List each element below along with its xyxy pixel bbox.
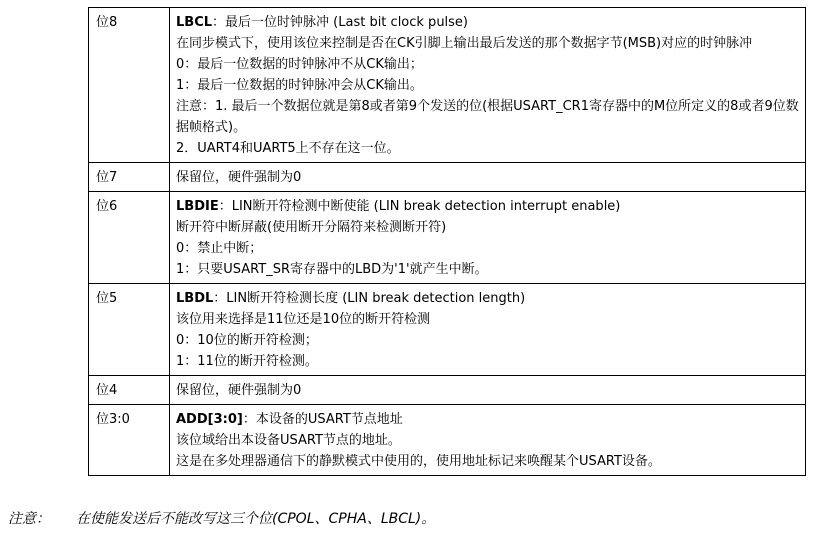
description-line: 0：禁止中断； [176,241,263,256]
table-row-bit4 [89,376,806,405]
footnote-text: 在使能发送后不能改写这三个位(CPOL、CPHA、LBCL)。 [76,511,436,527]
description-line: 该位域给出本设备USART节点的地址。 [176,433,401,448]
bit-field-title: ：最后一位时钟脉冲 (Last bit clock pulse) [212,15,469,30]
bit-number-cell: 位8 [89,8,170,163]
footnote-label: 注意： [8,511,50,527]
bit-description-cell [170,376,806,405]
bit-title-line [176,409,799,430]
note-line: 注意：1. 最后一个数据位就是第8或者第9个发送的位(根据USART_CR1寄存器中的M位所定义的8或者9位数据帧格式)。 [176,99,799,135]
bit-field-name: LBDL [176,291,214,306]
bit-description-cell [170,8,806,163]
reserved-text: 保留位，硬件强制为0 [176,383,302,398]
bit-field-name: LBCL [176,15,213,30]
bit-title-line [176,12,799,33]
bit-field-title: ：LIN断开符检测长度 (LIN break detection length) [213,291,526,306]
bit-number-cell: 位5 [89,284,170,376]
table-row-bit7 [89,163,806,192]
description-line: 1：最后一位数据的时钟脉冲会从CK输出。 [176,78,423,93]
description-line: 该位用来选择是11位还是10位的断开符检测 [176,312,431,327]
table-row-bit3-0 [89,405,806,476]
description-line: 断开符中断屏蔽(使用断开分隔符来检测断开符) [176,220,447,235]
reserved-text: 保留位，硬件强制为0 [176,170,302,185]
table-row-bit5 [89,284,806,376]
footnote [8,508,435,528]
register-bit-table [88,7,806,476]
note-line: 2．UART4和UART5上不存在这一位。 [176,141,400,156]
description-line: 在同步模式下，使用该位来控制是否在CK引脚上输出最后发送的那个数据字节(MSB)对应的时钟脉冲 [176,36,753,51]
bit-description-cell [170,192,806,284]
bit-description-cell [170,405,806,476]
bit-description-cell [170,163,806,192]
bit-number-cell: 位4 [89,376,170,405]
bit-description-cell [170,284,806,376]
bit-title-line [176,288,799,309]
bit-field-title: ：LIN断开符检测中断使能 (LIN break detection interrupt enable) [218,199,621,214]
description-line: 0：10位的断开符检测； [176,333,318,348]
description-line: 1：只要USART_SR寄存器中的LBD为'1'就产生中断。 [176,262,488,277]
description-line: 这是在多处理器通信下的静默模式中使用的，使用地址标记来唤醒某个USART设备。 [176,454,661,469]
description-line: 0：最后一位数据的时钟脉冲不从CK输出； [176,57,423,72]
bit-field-title: ：本设备的USART节点地址 [242,412,403,427]
bit-title-line [176,196,799,217]
description-line: 1：11位的断开符检测。 [176,354,318,369]
table-row-bit8 [89,8,806,163]
bit-number-cell: 位7 [89,163,170,192]
bit-field-name: LBDIE [176,199,219,214]
bit-number-cell: 位6 [89,192,170,284]
table-row-bit6 [89,192,806,284]
bit-field-name: ADD[3:0] [176,412,243,427]
bit-number-cell: 位3:0 [89,405,170,476]
